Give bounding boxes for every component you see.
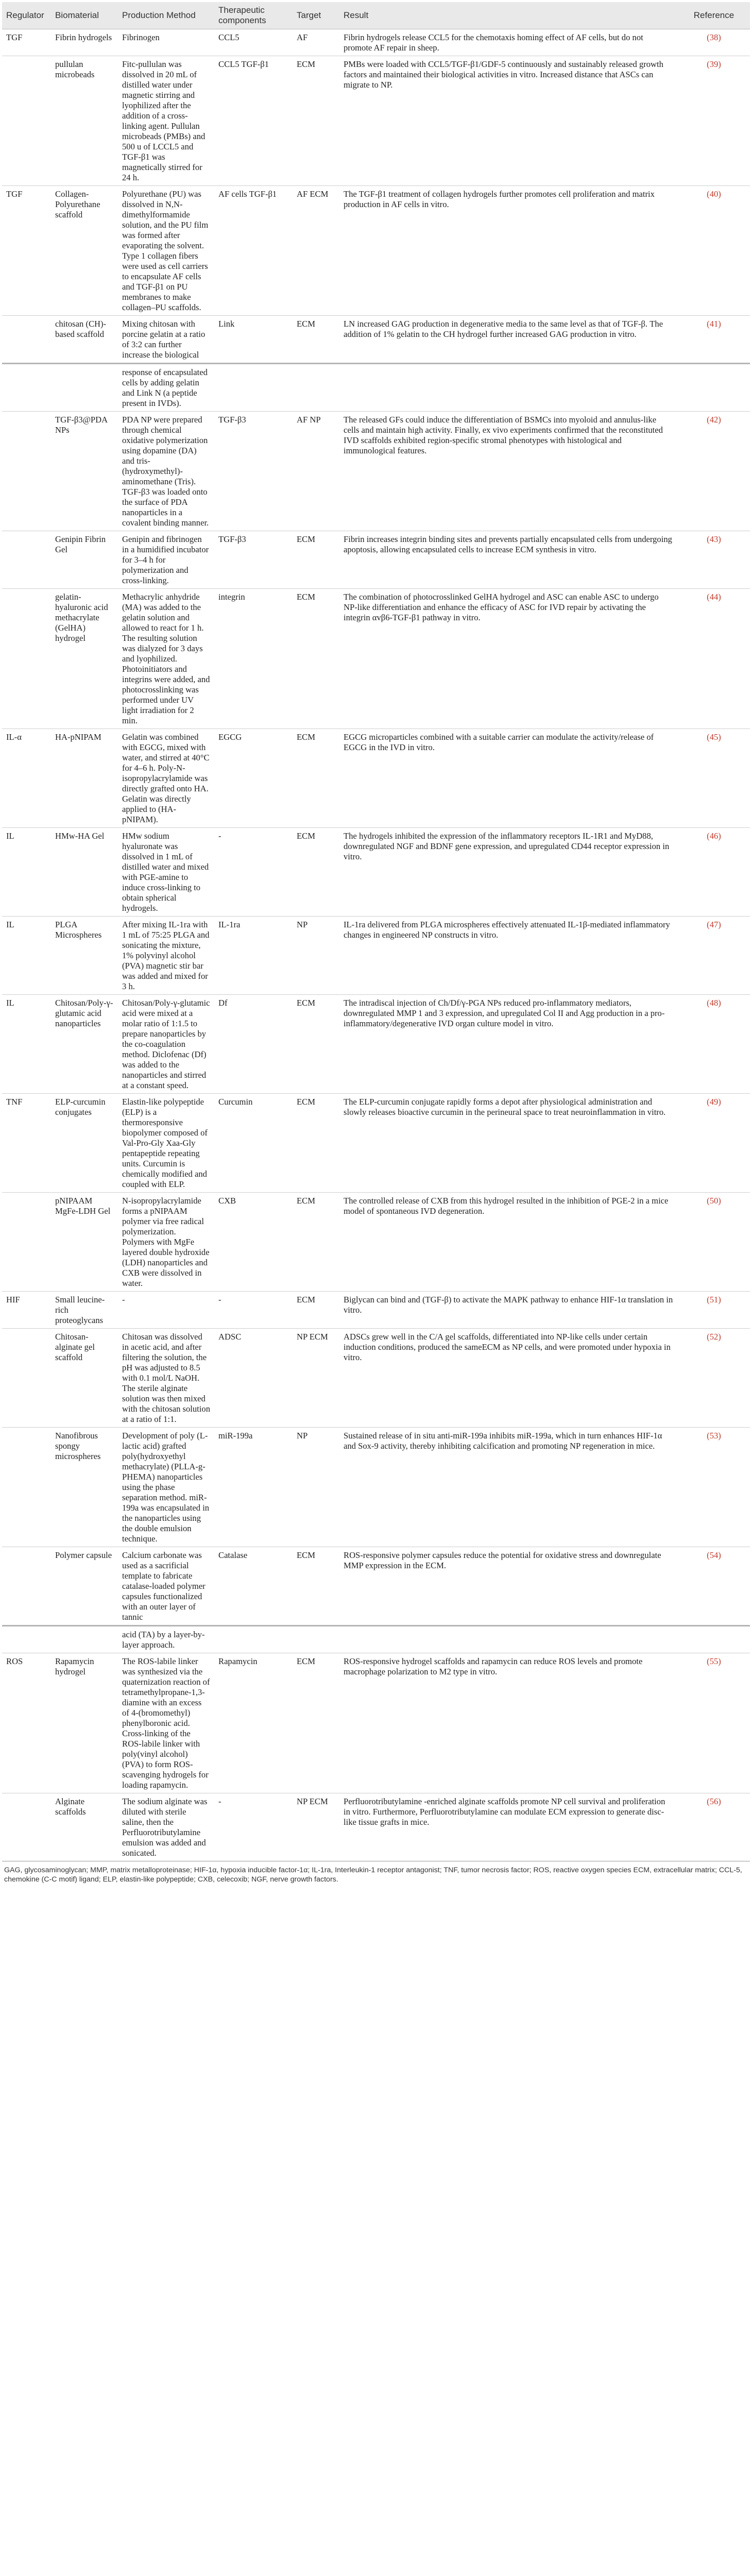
cell-result: The ELP-curcumin conjugate rapidly forms a depot after physiological administration and slowly releases bioactive curcumin in the perineural space to treat neuroinflammation in vitro. bbox=[339, 1094, 678, 1193]
table-row bbox=[2, 828, 750, 917]
cell-regulator bbox=[2, 589, 51, 729]
table-row bbox=[2, 1292, 750, 1329]
cell-target bbox=[293, 1626, 339, 1653]
cell-result: The combination of photocrosslinked GelHA hydrogel and ASC can enable ASC to undergo NP-like differentiation and enhance the efficacy of ASC for IVD repair by activating the integrin αvβ6-TGF-β1 pathway in vitro. bbox=[339, 589, 678, 729]
cell-therapeutic-components: CXB bbox=[214, 1193, 293, 1292]
cell-production-method: Chitosan/Poly-γ-glutamic acid were mixed at a molar ratio of 1:1.5 to prepare nanoparticles by the co-coagulation method. Diclofenac (Df) was added to the nanoparticles and stirred at a constant speed. bbox=[118, 995, 214, 1094]
header-biomaterial: Biomaterial bbox=[51, 2, 118, 29]
cell-production-method: PDA NP were prepared through chemical oxidative polymerization using dopamine (DA) and tris-(hydroxymethyl)-aminomethane (Tris). TGF-β3 was loaded onto the surface of PDA nanoparticles in a covalent binding manner. bbox=[118, 412, 214, 531]
cell-therapeutic-components: Catalase bbox=[214, 1547, 293, 1626]
cell-reference[interactable]: (56) bbox=[678, 1793, 750, 1861]
cell-biomaterial: gelatin-hyaluronic acid methacrylate (GelHA) hydrogel bbox=[51, 589, 118, 729]
cell-reference[interactable]: (40) bbox=[678, 186, 750, 316]
cell-reference[interactable]: (54) bbox=[678, 1547, 750, 1626]
cell-regulator: ROS bbox=[2, 1653, 51, 1793]
cell-regulator: IL bbox=[2, 917, 51, 995]
table-row bbox=[2, 412, 750, 531]
cell-result: The TGF-β1 treatment of collagen hydrogels further promotes cell proliferation and matrix production in AF cells in vitro. bbox=[339, 186, 678, 316]
cell-therapeutic-components: TGF-β3 bbox=[214, 531, 293, 589]
cell-therapeutic-components bbox=[214, 1626, 293, 1653]
cell-biomaterial bbox=[51, 364, 118, 412]
table-row bbox=[2, 995, 750, 1094]
table-row bbox=[2, 1547, 750, 1626]
table-row bbox=[2, 1094, 750, 1193]
cell-production-method: HMw sodium hyaluronate was dissolved in 1 mL of distilled water and mixed with PGE-amine to induce cross-linking to obtain spherical hydrogels. bbox=[118, 828, 214, 917]
cell-regulator bbox=[2, 1626, 51, 1653]
cell-biomaterial: Nanofibrous spongy microspheres bbox=[51, 1428, 118, 1547]
table-row bbox=[2, 917, 750, 995]
cell-production-method: Calcium carbonate was used as a sacrificial template to fabricate catalase-loaded polymer capsules functionalized with an outer layer of tannic bbox=[118, 1547, 214, 1626]
cell-regulator: IL-α bbox=[2, 729, 51, 828]
cell-result: Fibrin increases integrin binding sites and prevents partially encapsulated cells from undergoing apoptosis, allowing encapsulated cells to increase ECM synthesis in vitro. bbox=[339, 531, 678, 589]
table-row bbox=[2, 729, 750, 828]
cell-result: LN increased GAG production in degenerative media to the same level as that of TGF-β. The addition of 1% gelatin to the CH hydrogel further increased GAG production in vitro. bbox=[339, 316, 678, 364]
biomaterials-table bbox=[2, 2, 750, 1861]
table-footnote: GAG, glycosaminoglycan; MMP, matrix metalloproteinase; HIF-1α, hypoxia inducible factor-1α; IL-1ra, Interleukin-1 receptor antagonist; TNF, tumor necrosis factor; ROS, reactive oxygen species ECM, extracellular matrix; CCL-5, chemokine (C-C motif) ligand; ELP, elastin-like polypeptide; CXB, celecoxib; NGF, nerve growth factors. bbox=[4, 1866, 742, 1884]
cell-production-method: The ROS-labile linker was synthesized via the quaternization reaction of tetramethylpropane-1,3-diamine with an excess of 4-(bromomethyl) phenylboronic acid. Cross-linking of the ROS-labile linker with poly(vinyl alcohol) (PVA) to form ROS-scavenging hydrogels for loading rapamycin. bbox=[118, 1653, 214, 1793]
table-row bbox=[2, 1793, 750, 1861]
cell-therapeutic-components: EGCG bbox=[214, 729, 293, 828]
cell-target: ECM bbox=[293, 729, 339, 828]
cell-regulator bbox=[2, 1193, 51, 1292]
cell-target: ECM bbox=[293, 1653, 339, 1793]
cell-production-method: Mixing chitosan with porcine gelatin at a ratio of 3:2 can further increase the biological bbox=[118, 316, 214, 364]
cell-therapeutic-components: ADSC bbox=[214, 1329, 293, 1428]
cell-target: ECM bbox=[293, 995, 339, 1094]
cell-target bbox=[293, 364, 339, 412]
cell-regulator bbox=[2, 1793, 51, 1861]
cell-production-method: acid (TA) by a layer-by-layer approach. bbox=[118, 1626, 214, 1653]
cell-reference[interactable]: (41) bbox=[678, 316, 750, 364]
cell-biomaterial: pNIPAAM MgFe-LDH Gel bbox=[51, 1193, 118, 1292]
cell-biomaterial: pullulan microbeads bbox=[51, 56, 118, 186]
cell-result: IL-1ra delivered from PLGA microspheres effectively attenuated IL-1β-mediated inflammatory changes in engineered NP constructs in vitro. bbox=[339, 917, 678, 995]
table-row bbox=[2, 531, 750, 589]
header-therapeutic-components: Therapeutic components bbox=[214, 2, 293, 29]
cell-production-method: Fibrinogen bbox=[118, 29, 214, 56]
cell-result bbox=[339, 1626, 678, 1653]
cell-reference[interactable]: (48) bbox=[678, 995, 750, 1094]
cell-result: The released GFs could induce the differentiation of BSMCs into myoloid and annulus-like cells and maintain high activity. Finally, ex vivo experiments confirmed that the reconstituted IVD scaffolds exhibited region-specific stromal phenotypes with histological and immunological features. bbox=[339, 412, 678, 531]
cell-target: ECM bbox=[293, 1094, 339, 1193]
cell-regulator bbox=[2, 531, 51, 589]
cell-therapeutic-components: IL-1ra bbox=[214, 917, 293, 995]
cell-reference[interactable]: (45) bbox=[678, 729, 750, 828]
cell-biomaterial: TGF-β3@PDA NPs bbox=[51, 412, 118, 531]
cell-production-method: Polyurethane (PU) was dissolved in N,N-dimethylformamide solution, and the PU film was formed after evaporating the solvent. Type 1 collagen fibers were used as cell carriers to encapsulate AF cells and TGF-β1 on PU membranes to make collagen–PU scaffolds. bbox=[118, 186, 214, 316]
cell-biomaterial bbox=[51, 1626, 118, 1653]
cell-reference[interactable]: (52) bbox=[678, 1329, 750, 1428]
cell-target: AF NP bbox=[293, 412, 339, 531]
cell-target: NP bbox=[293, 1428, 339, 1547]
cell-therapeutic-components: AF cells TGF-β1 bbox=[214, 186, 293, 316]
cell-target: ECM bbox=[293, 589, 339, 729]
cell-result: PMBs were loaded with CCL5/TGF-β1/GDF-5 continuously and sustainably released growth factors and maintained their biological activities in vitro. Increased distance that ASCs can migrate to NP. bbox=[339, 56, 678, 186]
header-result: Result bbox=[339, 2, 678, 29]
table-row bbox=[2, 364, 750, 412]
cell-therapeutic-components: Curcumin bbox=[214, 1094, 293, 1193]
cell-target: ECM bbox=[293, 1547, 339, 1626]
cell-biomaterial: HMw-HA Gel bbox=[51, 828, 118, 917]
cell-production-method: The sodium alginate was diluted with sterile saline, then the Perfluorotributylamine emulsion was added and sonicated. bbox=[118, 1793, 214, 1861]
header-production-method: Production Method bbox=[118, 2, 214, 29]
cell-therapeutic-components: - bbox=[214, 1292, 293, 1329]
cell-reference[interactable]: (39) bbox=[678, 56, 750, 186]
cell-therapeutic-components: TGF-β3 bbox=[214, 412, 293, 531]
cell-regulator: HIF bbox=[2, 1292, 51, 1329]
cell-production-method: Genipin and fibrinogen in a humidified incubator for 3–4 h for polymerization and cross-linking. bbox=[118, 531, 214, 589]
cell-therapeutic-components: Df bbox=[214, 995, 293, 1094]
header-target: Target bbox=[293, 2, 339, 29]
cell-regulator: TGF bbox=[2, 29, 51, 56]
cell-reference[interactable]: (49) bbox=[678, 1094, 750, 1193]
table-row bbox=[2, 1653, 750, 1793]
cell-regulator bbox=[2, 1547, 51, 1626]
cell-target: ECM bbox=[293, 531, 339, 589]
cell-therapeutic-components: Link bbox=[214, 316, 293, 364]
cell-target: NP ECM bbox=[293, 1329, 339, 1428]
cell-regulator: TGF bbox=[2, 186, 51, 316]
cell-biomaterial: Genipin Fibrin Gel bbox=[51, 531, 118, 589]
cell-therapeutic-components: CCL5 TGF-β1 bbox=[214, 56, 293, 186]
cell-production-method: Gelatin was combined with EGCG, mixed with water, and stirred at 40°C for 4–6 h. Poly-N-isopropylacrylamide was directly grafted onto HA. Gelatin was directly applied to (HA-pNIPAM). bbox=[118, 729, 214, 828]
cell-regulator bbox=[2, 56, 51, 186]
cell-result bbox=[339, 364, 678, 412]
cell-target: NP bbox=[293, 917, 339, 995]
table-row bbox=[2, 1626, 750, 1653]
cell-target: ECM bbox=[293, 1292, 339, 1329]
cell-therapeutic-components: - bbox=[214, 1793, 293, 1861]
table-body bbox=[2, 29, 750, 1861]
cell-result: The intradiscal injection of Ch/Df/γ-PGA NPs reduced pro-inflammatory mediators, downregulated MMP 1 and 3 expression, and upregulated Col II and Agg production in a pro-inflammatory/degenerative IVD organ culture model in vitro. bbox=[339, 995, 678, 1094]
cell-result: ADSCs grew well in the C/A gel scaffolds, differentiated into NP-like cells under certain induction conditions, produced the sameECM as NP cells, and were promoted under hypoxia in vitro. bbox=[339, 1329, 678, 1428]
cell-result: The controlled release of CXB from this hydrogel resulted in the inhibition of PGE-2 in a mice model of spontaneous IVD degeneration. bbox=[339, 1193, 678, 1292]
cell-result: Sustained release of in situ anti-miR-199a inhibits miR-199a, which in turn enhances HIF-1α and Sox-9 activity, thereby inhibiting calcification and promoting NP regeneration in mice. bbox=[339, 1428, 678, 1547]
cell-reference[interactable] bbox=[678, 364, 750, 412]
table-header-row bbox=[2, 2, 750, 29]
cell-production-method: Development of poly (L-lactic acid) grafted poly(hydroxyethyl methacrylate) (PLLA-g-PHEMA) nanoparticles using the phase separation method. miR-199a was encapsulated in the nanoparticles using the double emulsion technique. bbox=[118, 1428, 214, 1547]
cell-reference[interactable]: (53) bbox=[678, 1428, 750, 1547]
cell-therapeutic-components: CCL5 bbox=[214, 29, 293, 56]
cell-reference[interactable]: (51) bbox=[678, 1292, 750, 1329]
cell-regulator bbox=[2, 412, 51, 531]
cell-production-method: Fitc-pullulan was dissolved in 20 mL of distilled water under magnetic stirring and lyophilized after the addition of a cross-linking agent. Pullulan microbeads (PMBs) and 500 u of LCCL5 and TGF-β1 was magnetically stirred for 24 h. bbox=[118, 56, 214, 186]
cell-therapeutic-components: - bbox=[214, 828, 293, 917]
cell-production-method: Chitosan was dissolved in acetic acid, and after filtering the solution, the pH was adjusted to 8.5 with 0.1 mol/L NaOH. The sterile alginate solution was then mixed with the chitosan solution at a ratio of 1:1. bbox=[118, 1329, 214, 1428]
table-row bbox=[2, 1193, 750, 1292]
cell-reference[interactable]: (38) bbox=[678, 29, 750, 56]
cell-production-method: response of encapsulated cells by adding gelatin and Link N (a peptide present in IVDs). bbox=[118, 364, 214, 412]
cell-biomaterial: Alginate scaffolds bbox=[51, 1793, 118, 1861]
cell-biomaterial: Chitosan/Poly-γ-glutamic acid nanoparticles bbox=[51, 995, 118, 1094]
cell-target: NP ECM bbox=[293, 1793, 339, 1861]
cell-regulator: IL bbox=[2, 995, 51, 1094]
cell-target: AF bbox=[293, 29, 339, 56]
cell-reference[interactable]: (55) bbox=[678, 1653, 750, 1793]
cell-regulator bbox=[2, 316, 51, 364]
table-row bbox=[2, 56, 750, 186]
header-reference: Reference bbox=[678, 2, 750, 29]
cell-therapeutic-components: miR-199a bbox=[214, 1428, 293, 1547]
cell-result: Fibrin hydrogels release CCL5 for the chemotaxis homing effect of AF cells, but do not promote AF repair in sheep. bbox=[339, 29, 678, 56]
cell-biomaterial: Fibrin hydrogels bbox=[51, 29, 118, 56]
cell-result: Biglycan can bind and (TGF-β) to activate the MAPK pathway to enhance HIF-1α translation in vitro. bbox=[339, 1292, 678, 1329]
cell-target: AF ECM bbox=[293, 186, 339, 316]
cell-biomaterial: Rapamycin hydrogel bbox=[51, 1653, 118, 1793]
cell-therapeutic-components: Rapamycin bbox=[214, 1653, 293, 1793]
cell-biomaterial: Collagen-Polyurethane scaffold bbox=[51, 186, 118, 316]
cell-biomaterial: chitosan (CH)-based scaffold bbox=[51, 316, 118, 364]
cell-biomaterial: Polymer capsule bbox=[51, 1547, 118, 1626]
cell-reference[interactable]: (43) bbox=[678, 531, 750, 589]
cell-biomaterial: HA-pNIPAM bbox=[51, 729, 118, 828]
cell-reference[interactable]: (44) bbox=[678, 589, 750, 729]
cell-result: EGCG microparticles combined with a suitable carrier can modulate the activity/release of EGCG in the IVD in vitro. bbox=[339, 729, 678, 828]
cell-production-method: N-isopropylacrylamide forms a pNIPAAM polymer via free radical polymerization. Polymers with MgFe layered double hydroxide (LDH) nanoparticles and CXB were dissolved in water. bbox=[118, 1193, 214, 1292]
cell-regulator: IL bbox=[2, 828, 51, 917]
cell-reference[interactable]: (42) bbox=[678, 412, 750, 531]
table-row bbox=[2, 589, 750, 729]
cell-result: ROS-responsive polymer capsules reduce the potential for oxidative stress and downregulate MMP expression in the ECM. bbox=[339, 1547, 678, 1626]
cell-biomaterial: ELP-curcumin conjugates bbox=[51, 1094, 118, 1193]
cell-regulator: TNF bbox=[2, 1094, 51, 1193]
table-row bbox=[2, 186, 750, 316]
cell-production-method: After mixing IL-1ra with 1 mL of 75:25 PLGA and sonicating the mixture, 1% polyvinyl alcohol (PVA) magnetic stir bar was added and mixed for 3 h. bbox=[118, 917, 214, 995]
cell-regulator bbox=[2, 1428, 51, 1547]
cell-reference[interactable]: (50) bbox=[678, 1193, 750, 1292]
cell-target: ECM bbox=[293, 1193, 339, 1292]
header-regulator: Regulator bbox=[2, 2, 51, 29]
table-row bbox=[2, 1428, 750, 1547]
cell-reference[interactable]: (46) bbox=[678, 828, 750, 917]
cell-therapeutic-components bbox=[214, 364, 293, 412]
cell-biomaterial: PLGA Microspheres bbox=[51, 917, 118, 995]
cell-biomaterial: Small leucine-rich proteoglycans bbox=[51, 1292, 118, 1329]
table-row bbox=[2, 316, 750, 364]
cell-reference[interactable] bbox=[678, 1626, 750, 1653]
cell-result: ROS-responsive hydrogel scaffolds and rapamycin can reduce ROS levels and promote macrophage polarization to M2 type in vitro. bbox=[339, 1653, 678, 1793]
cell-regulator bbox=[2, 1329, 51, 1428]
cell-target: ECM bbox=[293, 828, 339, 917]
table-row bbox=[2, 1329, 750, 1428]
cell-target: ECM bbox=[293, 56, 339, 186]
cell-target: ECM bbox=[293, 316, 339, 364]
table-row bbox=[2, 29, 750, 56]
cell-production-method: Methacrylic anhydride (MA) was added to the gelatin solution and allowed to react for 1 h. The resulting solution was dialyzed for 3 days and lyophilized. Photoinitiators and integrins were added, and photocrosslinking was performed under UV light irradiation for 2 min. bbox=[118, 589, 214, 729]
table-container bbox=[2, 2, 750, 1884]
cell-reference[interactable]: (47) bbox=[678, 917, 750, 995]
cell-production-method: Elastin-like polypeptide (ELP) is a thermoresponsive biopolymer composed of Val-Pro-Gly Xaa-Gly pentapeptide repeating units. Curcumin is chemically modified and coupled with ELP. bbox=[118, 1094, 214, 1193]
cell-biomaterial: Chitosan-alginate gel scaffold bbox=[51, 1329, 118, 1428]
cell-result: The hydrogels inhibited the expression of the inflammatory receptors IL-1R1 and MyD88, downregulated NGF and BDNF gene expression, and upregulated CD44 receptor expression in vitro. bbox=[339, 828, 678, 917]
cell-therapeutic-components: integrin bbox=[214, 589, 293, 729]
cell-result: Perfluorotributylamine -enriched alginate scaffolds promote NP cell survival and proliferation in vitro. Furthermore, Perfluorotributylamine can modulate ECM expression to generate disc-like tissue grafts in mice. bbox=[339, 1793, 678, 1861]
cell-regulator bbox=[2, 364, 51, 412]
cell-production-method: - bbox=[118, 1292, 214, 1329]
